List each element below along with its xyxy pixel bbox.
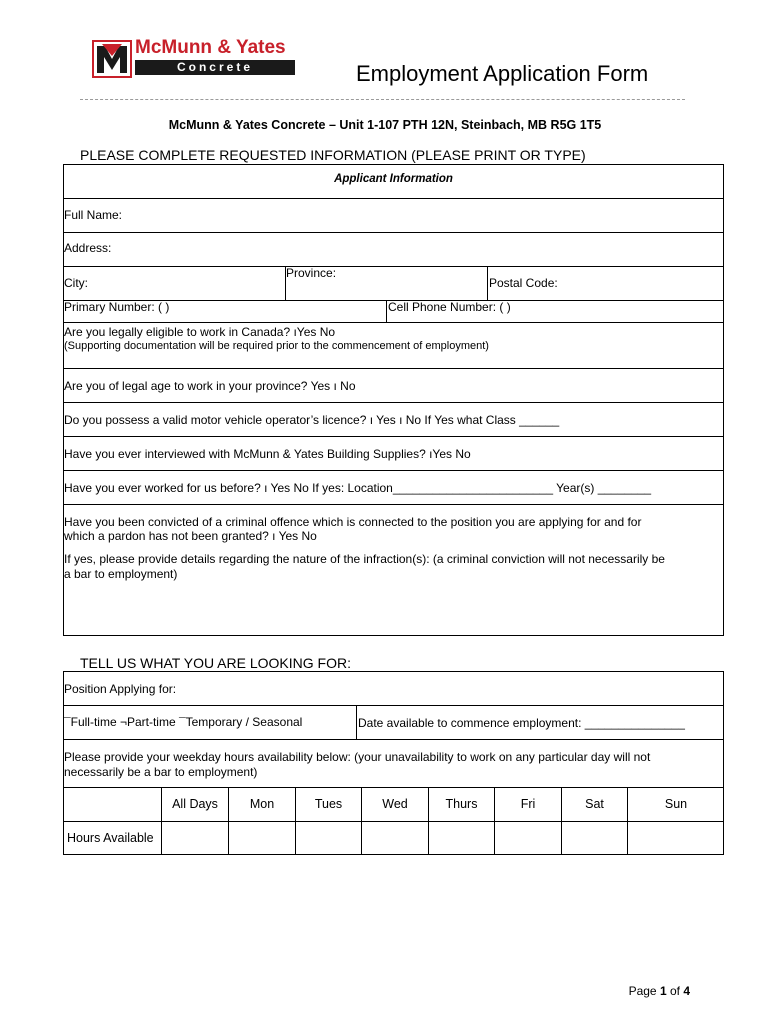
job-type-options[interactable]: ¯Full-time ¬Part-time ¯Temporary / Seasonal bbox=[64, 715, 303, 729]
hours-cell-thurs[interactable] bbox=[430, 823, 493, 853]
hours-question-line1: Please provide your weekday hours availability below: (your unavailability to work on any particular day will not bbox=[64, 750, 651, 764]
logo-brand-text: McMunn & Yates bbox=[135, 37, 286, 58]
row-divider bbox=[63, 402, 724, 403]
logo-mark-icon bbox=[92, 40, 132, 78]
section-heading-requested-info: PLEASE COMPLETE REQUESTED INFORMATION (PLEASE PRINT OR TYPE) bbox=[80, 147, 586, 163]
page-number bbox=[629, 984, 690, 998]
primary-number-field[interactable] bbox=[190, 302, 380, 322]
row-divider bbox=[63, 739, 724, 740]
hours-cell-wed[interactable] bbox=[363, 823, 427, 853]
section-heading-looking-for: TELL US WHAT YOU ARE LOOKING FOR: bbox=[80, 655, 351, 671]
page-label: Page bbox=[628, 984, 660, 998]
hours-cell-fri[interactable] bbox=[496, 823, 560, 853]
position-field[interactable] bbox=[190, 673, 720, 703]
page-total: 4 bbox=[683, 984, 690, 998]
interviewed-question: Have you ever interviewed with McMunn & Yates Building Supplies? ıYes No bbox=[64, 447, 471, 461]
hours-available-label: Hours Available bbox=[67, 831, 154, 845]
legal-age-question: Are you of legal age to work in your province? Yes ı No bbox=[64, 379, 356, 393]
hours-cell-mon[interactable] bbox=[230, 823, 294, 853]
worked-before-question: Have you ever worked for us before? ı Yes No If yes: Location________________________ Year(s) ________ bbox=[64, 481, 652, 495]
row-divider bbox=[63, 504, 724, 505]
cell-phone-field[interactable] bbox=[535, 302, 720, 322]
convicted-question-line1: Have you been convicted of a criminal offence which is connected to the position you are applying for and for bbox=[64, 515, 642, 529]
col-divider bbox=[356, 705, 357, 739]
row-divider bbox=[63, 787, 724, 788]
address-field[interactable] bbox=[120, 234, 720, 264]
row-divider bbox=[63, 198, 724, 199]
col-divider bbox=[487, 266, 488, 300]
day-header-all-days: All Days bbox=[172, 797, 218, 811]
row-divider bbox=[63, 322, 724, 323]
company-logo bbox=[92, 37, 302, 78]
hours-cell-all-days[interactable] bbox=[163, 823, 227, 853]
conviction-details-line1: If yes, please provide details regarding the nature of the infraction(s): (a criminal conviction will not necessarily be bbox=[64, 552, 665, 566]
hours-cell-sat[interactable] bbox=[563, 823, 626, 853]
page-of: of bbox=[666, 984, 684, 998]
row-divider bbox=[63, 266, 724, 267]
eligible-note: (Supporting documentation will be required prior to the commencement of employment) bbox=[64, 340, 489, 352]
province-field[interactable] bbox=[288, 282, 483, 298]
licence-question: Do you possess a valid motor vehicle operator’s licence? ı Yes ı No If Yes what Class ______ bbox=[64, 413, 560, 427]
title-divider bbox=[80, 99, 685, 100]
row-divider bbox=[63, 821, 724, 822]
row-divider bbox=[63, 232, 724, 233]
day-header-mon: Mon bbox=[249, 797, 275, 811]
company-address: McMunn & Yates Concrete – Unit 1-107 PTH 12N, Steinbach, MB R5G 1T5 bbox=[168, 118, 602, 132]
logo-tagline: Concrete bbox=[135, 60, 295, 75]
day-header-fri: Fri bbox=[520, 797, 536, 811]
hours-cell-tues[interactable] bbox=[297, 823, 360, 853]
eligible-question: Are you legally eligible to work in Canada? ıYes No bbox=[64, 325, 336, 339]
conviction-details-line2: a bar to employment) bbox=[64, 567, 178, 581]
full-name-field[interactable] bbox=[130, 200, 720, 230]
day-header-sun: Sun bbox=[664, 797, 688, 811]
position-label: Position Applying for: bbox=[64, 682, 177, 696]
postal-code-field[interactable] bbox=[566, 268, 721, 298]
full-name-label: Full Name: bbox=[64, 208, 123, 222]
address-label: Address: bbox=[64, 241, 112, 255]
city-label: City: bbox=[64, 276, 88, 290]
postal-code-label: Postal Code: bbox=[489, 276, 558, 290]
hours-question-line2: necessarily be a bar to employment) bbox=[64, 765, 258, 779]
primary-number-label: Primary Number: ( ) bbox=[64, 300, 170, 314]
day-header-sat: Sat bbox=[585, 797, 604, 811]
cell-phone-label: Cell Phone Number: ( ) bbox=[388, 300, 511, 314]
date-available-label: Date available to commence employment: _______________ bbox=[358, 716, 685, 730]
form-title: Employment Application Form bbox=[356, 61, 649, 86]
page-current: 1 bbox=[659, 984, 667, 998]
row-divider bbox=[63, 705, 724, 706]
convicted-question-line2: which a pardon has not been granted? ı Yes No bbox=[64, 529, 317, 543]
day-header-tues: Tues bbox=[314, 797, 343, 811]
day-header-thurs: Thurs bbox=[445, 797, 478, 811]
conviction-details-field[interactable] bbox=[66, 585, 721, 633]
row-divider bbox=[63, 436, 724, 437]
col-divider bbox=[386, 300, 387, 322]
day-header-wed: Wed bbox=[382, 797, 408, 811]
row-divider bbox=[63, 470, 724, 471]
city-field[interactable] bbox=[95, 268, 280, 298]
row-divider bbox=[63, 368, 724, 369]
province-label: Province: bbox=[286, 266, 337, 280]
hours-cell-sun[interactable] bbox=[629, 823, 722, 853]
applicant-info-header: Applicant Information bbox=[334, 173, 453, 185]
